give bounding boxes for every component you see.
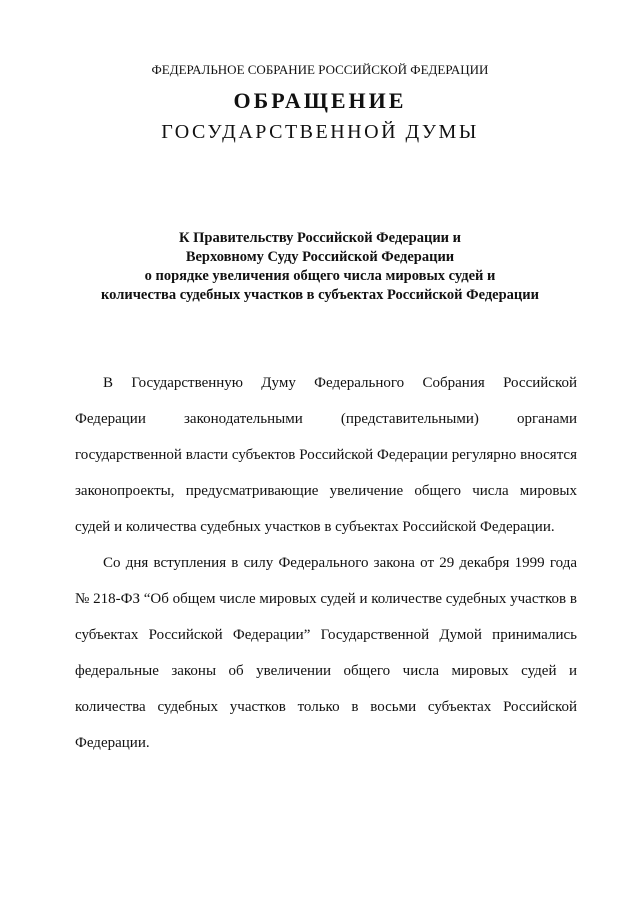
organization-name: ФЕДЕРАЛЬНОЕ СОБРАНИЕ РОССИЙСКОЙ ФЕДЕРАЦИИ [151,62,489,77]
subject-line: Верховному Суду Российской Федерации [185,249,455,265]
subject-line: количества судебных участков в субъектах Российской Федерации [101,287,539,303]
subject-line: о порядке увеличения общего числа мировых судей и [144,268,496,284]
issuer-name: ГОСУДАРСТВЕННОЙ ДУМЫ [161,121,479,143]
document-body [75,365,577,761]
document-type-title: ОБРАЩЕНИЕ [233,88,407,113]
subject-line: К Правительству Российской Федерации и [178,230,462,246]
document-subject [60,229,580,305]
document-header [0,60,640,144]
body-paragraph: Со дня вступления в силу Федерального закона от 29 декабря 1999 года № 218-ФЗ “Об общем числе мировых судей и количестве судебных участков в субъектах Российской Федерации” Государственной Думой принимались федеральные законы об увеличении общего числа мировых судей и количества судебных участков только в восьми субъектах Российской Федерации. [75,555,577,751]
body-paragraph: В Государственную Думу Федерального Собрания Российской Федерации законодательными (представительными) органами государственной власти субъектов Российской Федерации регулярно вносятся законопроекты, предусматривающие увеличение общего числа мировых судей и количества судебных участков в субъектах Российской Федерации. [75,375,577,535]
